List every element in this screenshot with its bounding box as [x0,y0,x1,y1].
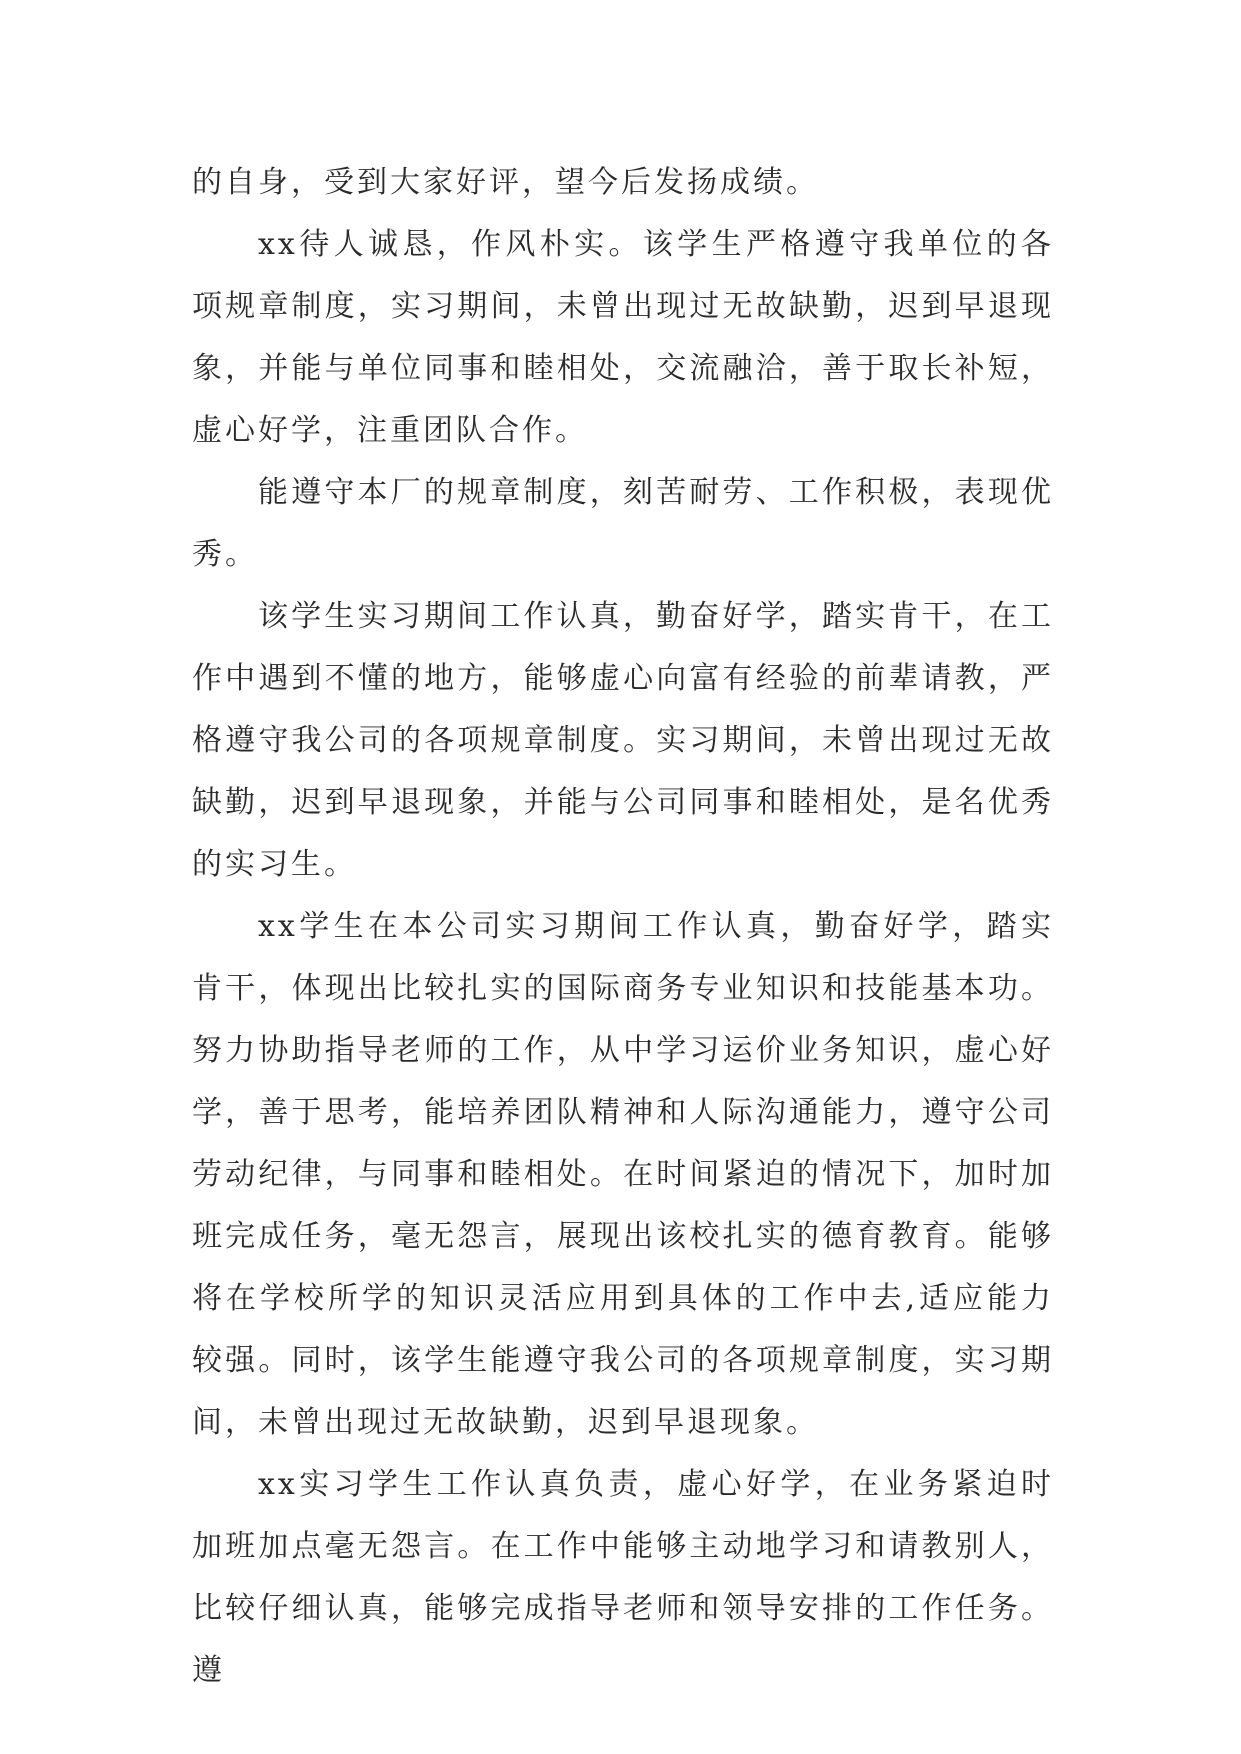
paragraph-5: xx学生在本公司实习期间工作认真，勤奋好学，踏实肯干，体现出比较扎实的国际商务专业知识和技能基本功。努力协助指导老师的工作，从中学习运价业务知识，虚心好学，善于思考，能培养团队精神和人际沟通能力，遵守公司劳动纪律，与同事和睦相处。在时间紧迫的情况下，加时加班完成任务，毫无怨言，展现出该校扎实的德育教育。能够将在学校所学的知识灵活应用到具体的工作中去,适应能力较强。同时，该学生能遵守我公司的各项规章制度，实习期间，未曾出现过无故缺勤，迟到早退现象。 [192,909,1054,1440]
paragraph-2: xx待人诚恳，作风朴实。该学生严格遵守我单位的各项规章制度，实习期间，未曾出现过无故缺勤，迟到早退现象，并能与单位同事和睦相处，交流融洽，善于取长补短，虚心好学，注重团队合作。 [192,227,1054,448]
paragraph-4: 该学生实习期间工作认真，勤奋好学，踏实肯干，在工作中遇到不懂的地方，能够虚心向富有经验的前辈请教，严格遵守我公司的各项规章制度。实习期间，未曾出现过无故缺勤，迟到早退现象，并能与公司同事和睦相处，是名优秀的实习生。 [192,599,1054,882]
paragraph-1: 的自身，受到大家好评，望今后发扬成绩。 [192,165,819,200]
document-page [192,152,1054,1702]
paragraph-6: xx实习学生工作认真负责，虚心好学，在业务紧迫时加班加点毫无怨言。在工作中能够主动地学习和请教别人，比较仔细认真，能够完成指导老师和领导安排的工作任务。遵 [192,1467,1054,1688]
paragraph-3: 能遵守本厂的规章制度，刻苦耐劳、工作积极，表现优秀。 [192,475,1054,572]
